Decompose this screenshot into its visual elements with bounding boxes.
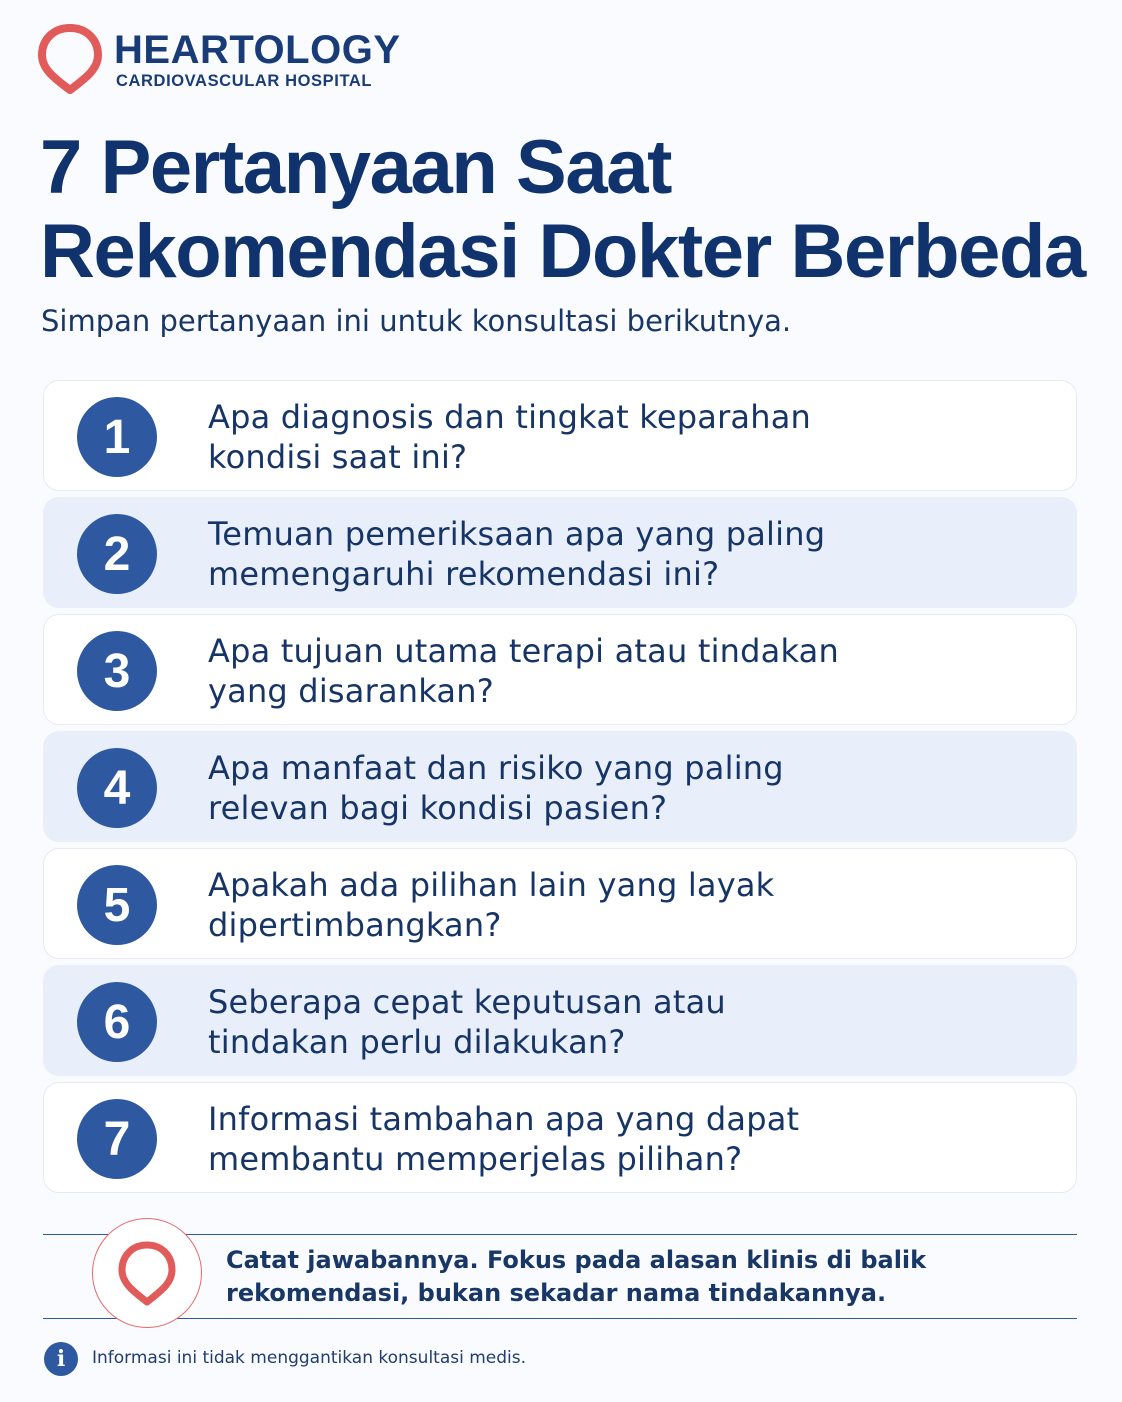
question-card-1	[43, 380, 1077, 491]
question-text	[208, 982, 908, 1062]
question-text-line: Temuan pemeriksaan apa yang paling	[208, 515, 826, 553]
question-number-badge: 4	[77, 748, 157, 828]
question-card-5	[43, 848, 1077, 959]
note-text-line: Catat jawabannya. Fokus pada alasan klinis di balik	[226, 1246, 927, 1274]
question-text-line: kondisi saat ini?	[208, 438, 468, 476]
question-card-6	[43, 965, 1077, 1076]
question-card-3	[43, 614, 1077, 725]
question-text	[208, 748, 908, 828]
info-icon: i	[44, 1342, 78, 1376]
page-title-line-1: 7 Pertanyaan Saat	[40, 125, 671, 210]
question-card-2	[43, 497, 1077, 608]
page-title-line-2: Rekomendasi Dokter Berbeda	[40, 209, 1085, 294]
brand-subtitle: CARDIOVASCULAR HOSPITAL	[116, 72, 373, 90]
brand-name: HEARTOLOGY	[114, 28, 401, 72]
question-card-7	[43, 1082, 1077, 1193]
question-text	[208, 1099, 908, 1179]
question-text	[208, 514, 908, 594]
question-text	[208, 631, 908, 711]
question-text-line: Apa diagnosis dan tingkat keparahan	[208, 398, 812, 436]
question-text-line: Informasi tambahan apa yang dapat	[208, 1100, 800, 1138]
question-text-line: Apa tujuan utama terapi atau tindakan	[208, 632, 839, 670]
question-number-badge: 6	[77, 982, 157, 1062]
question-text-line: yang disarankan?	[208, 672, 494, 710]
question-number-badge: 3	[77, 631, 157, 711]
question-text-line: Seberapa cepat keputusan atau	[208, 983, 726, 1021]
heart-pin-icon	[36, 22, 104, 94]
question-number-badge: 1	[77, 397, 157, 477]
question-number-badge: 7	[77, 1099, 157, 1179]
question-list	[43, 380, 1077, 1199]
question-number-badge: 2	[77, 514, 157, 594]
disclaimer-text: Informasi ini tidak menggantikan konsultasi medis.	[92, 1348, 527, 1368]
question-text-line: Apakah ada pilihan lain yang layak	[208, 866, 775, 904]
note-divider-top	[43, 1234, 1077, 1235]
question-text-line: membantu memperjelas pilihan?	[208, 1140, 743, 1178]
question-card-4	[43, 731, 1077, 842]
question-text	[208, 397, 908, 477]
page-title	[40, 126, 1085, 294]
question-text-line: Apa manfaat dan risiko yang paling	[208, 749, 784, 787]
question-text-line: dipertimbangkan?	[208, 906, 502, 944]
question-text	[208, 865, 908, 945]
note-text-line: rekomendasi, bukan sekadar nama tindakannya.	[226, 1279, 887, 1307]
question-number-badge: 5	[77, 865, 157, 945]
note-badge	[92, 1218, 202, 1328]
note-divider-bottom	[43, 1318, 1077, 1319]
heart-pin-icon	[115, 1239, 179, 1307]
question-text-line: memengaruhi rekomendasi ini?	[208, 555, 720, 593]
question-text-line: relevan bagi kondisi pasien?	[208, 789, 668, 827]
page-subtitle: Simpan pertanyaan ini untuk konsultasi berikutnya.	[41, 304, 792, 338]
note-text	[226, 1244, 926, 1310]
question-text-line: tindakan perlu dilakukan?	[208, 1023, 626, 1061]
